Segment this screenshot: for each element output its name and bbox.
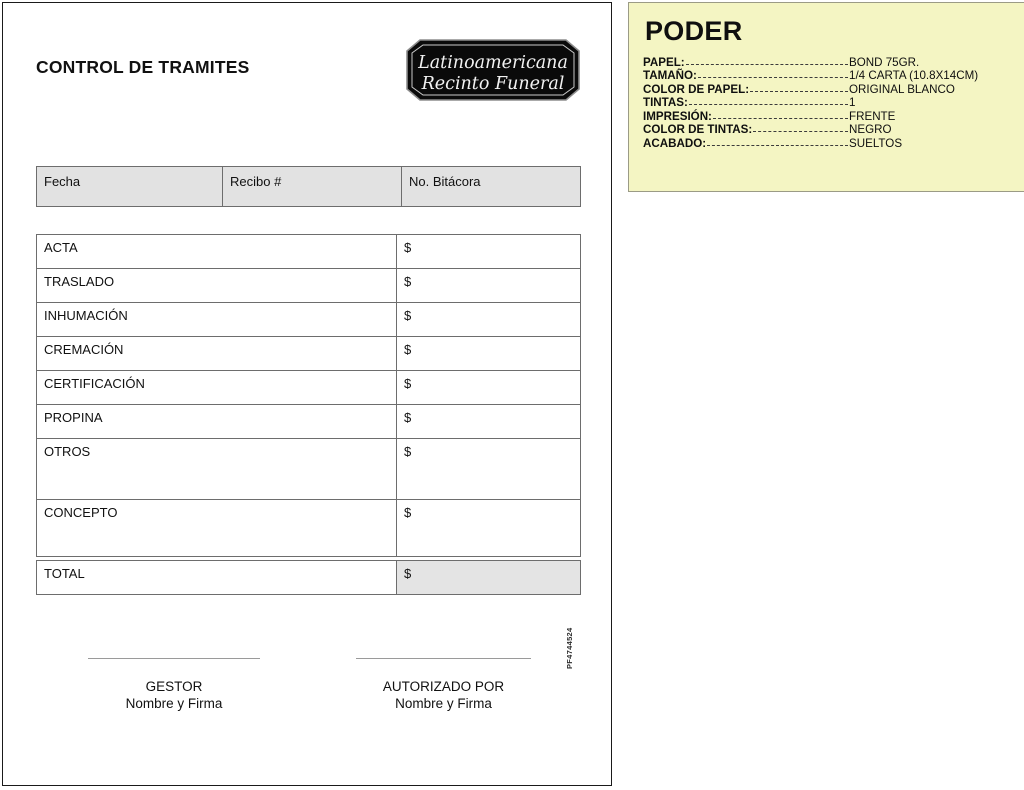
form-code: PF4744524: [565, 627, 574, 669]
spec-row-acabado: [643, 136, 1017, 150]
spec-row-papel: [643, 55, 1017, 69]
table-row: [37, 167, 581, 207]
signature-title-gestor: GESTOR: [145, 679, 203, 694]
leader-dots: [698, 77, 848, 78]
tramites-items-table: [36, 234, 581, 557]
item-amount-certificacion[interactable]: $: [397, 371, 581, 405]
spec-value-tintas: 1: [849, 96, 856, 109]
logo-line-1: Latinoamericana: [418, 53, 568, 73]
leader-dots: [713, 118, 848, 119]
spec-row-tamano: [643, 69, 1017, 83]
spec-value-impresion: FRENTE: [849, 109, 896, 123]
table-row: [37, 405, 581, 439]
spec-row-color-de-tintas: [643, 123, 1017, 137]
signature-block-autorizado-por: [356, 658, 531, 712]
print-spec-panel: [628, 2, 1024, 192]
leader-dots: [707, 145, 848, 146]
latinoamericana-recinto-funeral-logo: [406, 39, 580, 101]
control-de-tramites-document: [2, 2, 612, 786]
column-header-fecha[interactable]: Fecha: [37, 167, 223, 207]
item-amount-traslado[interactable]: $: [397, 269, 581, 303]
spec-value-color-de-tintas: NEGRO: [849, 123, 892, 136]
signature-line: [356, 658, 531, 659]
item-label-concepto: CONCEPTO: [37, 500, 397, 557]
item-amount-inhumacion[interactable]: $: [397, 303, 581, 337]
logo-line-2: Recinto Funeral: [421, 74, 565, 94]
spec-row-color-de-papel: [643, 82, 1017, 96]
table-row: [37, 269, 581, 303]
spec-label-impresion: IMPRESIÓN:: [643, 109, 712, 123]
spec-list: [643, 55, 1017, 150]
spec-label-color-de-tintas: COLOR DE TINTAS:: [643, 123, 753, 136]
spec-label-color-de-papel: COLOR DE PAPEL:: [643, 82, 750, 96]
page-title: CONTROL DE TRAMITES: [36, 57, 250, 77]
item-label-certificacion: CERTIFICACIÓN: [37, 371, 397, 405]
column-header-bitacora[interactable]: No. Bitácora: [402, 167, 581, 207]
item-amount-concepto[interactable]: $: [397, 500, 581, 557]
table-row: [37, 371, 581, 405]
leader-dots: [750, 91, 848, 92]
item-amount-cremacion[interactable]: $: [397, 337, 581, 371]
signature-subtitle-autorizado: Nombre y Firma: [395, 696, 492, 711]
leader-dots: [753, 131, 848, 132]
spec-label-tamano: TAMAÑO:: [643, 69, 697, 82]
item-label-traslado: TRASLADO: [37, 269, 397, 303]
item-label-cremacion: CREMACIÓN: [37, 337, 397, 371]
item-amount-propina[interactable]: $: [397, 405, 581, 439]
item-label-inhumacion: INHUMACIÓN: [37, 303, 397, 337]
item-amount-acta[interactable]: $: [397, 235, 581, 269]
total-amount[interactable]: $: [397, 561, 581, 595]
total-table: [36, 560, 581, 595]
total-label: TOTAL: [37, 561, 397, 595]
spec-row-impresion: [643, 109, 1017, 123]
table-row: [37, 235, 581, 269]
signature-block-gestor: [88, 658, 260, 712]
item-label-otros: OTROS: [37, 439, 397, 500]
spec-label-acabado: ACABADO:: [643, 136, 707, 150]
spec-value-acabado: SUELTOS: [849, 136, 903, 150]
item-amount-otros[interactable]: $: [397, 439, 581, 500]
spec-label-papel: PAPEL:: [643, 55, 685, 69]
signature-title-autorizado: AUTORIZADO POR: [382, 679, 505, 694]
signature-subtitle-gestor: Nombre y Firma: [125, 696, 223, 711]
table-row: [37, 303, 581, 337]
spec-value-papel: BOND 75GR.: [849, 55, 920, 69]
table-row: [37, 439, 581, 500]
receipt-header-table: [36, 166, 581, 207]
table-row: [37, 337, 581, 371]
signature-line: [88, 658, 260, 659]
spec-value-tamano: 1/4 CARTA (10.8X14CM): [849, 69, 979, 82]
spec-row-tintas: [643, 96, 1017, 110]
table-row: [37, 561, 581, 595]
item-label-acta: ACTA: [37, 235, 397, 269]
spec-label-tintas: TINTAS:: [643, 96, 688, 109]
leader-dots: [689, 104, 848, 105]
table-row: [37, 500, 581, 557]
leader-dots: [686, 64, 848, 65]
spec-panel-title: PODER: [645, 16, 743, 46]
spec-value-color-de-papel: ORIGINAL BLANCO: [849, 82, 955, 96]
item-label-propina: PROPINA: [37, 405, 397, 439]
column-header-recibo[interactable]: Recibo #: [223, 167, 402, 207]
